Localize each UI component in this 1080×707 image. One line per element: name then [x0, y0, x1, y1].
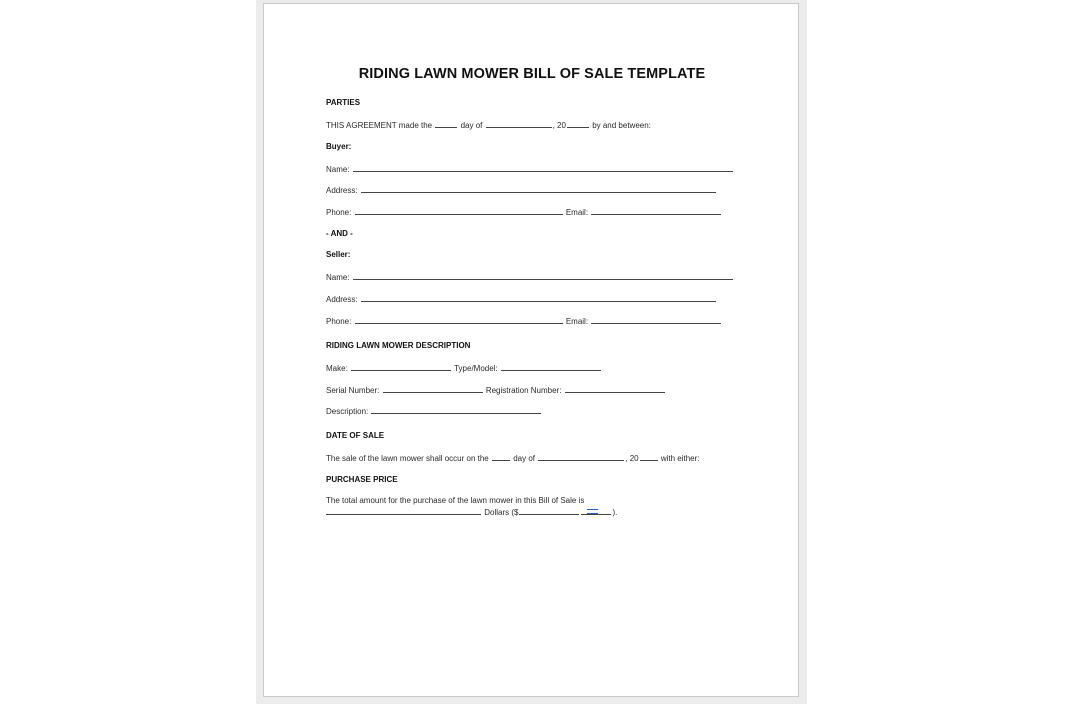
description-field[interactable]	[371, 406, 541, 414]
serial-number-field[interactable]	[383, 385, 483, 393]
agreement-day-of: day of	[460, 121, 483, 130]
agreement-day-field[interactable]	[435, 120, 457, 128]
type-model-field[interactable]	[501, 363, 601, 371]
agreement-prefix: THIS AGREEMENT made the	[326, 121, 433, 130]
buyer-name-line	[326, 164, 734, 175]
seller-email-label: Email:	[565, 317, 589, 326]
sale-year-field[interactable]	[640, 453, 658, 461]
seller-email-field[interactable]	[591, 316, 721, 324]
buyer-email-label: Email:	[565, 208, 589, 217]
sale-day-field[interactable]	[492, 453, 510, 461]
agreement-line	[326, 120, 651, 131]
make-model-line	[326, 363, 602, 374]
seller-name-label: Name:	[326, 273, 350, 282]
sale-suffix: with either:	[660, 454, 700, 463]
seller-name-field[interactable]	[353, 272, 733, 280]
dollars-label: Dollars ($	[484, 508, 519, 517]
agreement-year-field[interactable]	[567, 120, 589, 128]
buyer-address-line	[326, 185, 717, 196]
buyer-email-field[interactable]	[591, 207, 721, 215]
close-paren: ).	[612, 508, 618, 517]
purchase-price-amount-line	[326, 507, 617, 518]
price-number-field[interactable]	[519, 507, 579, 515]
document-preview-frame	[256, 0, 807, 704]
sale-day-of: day of	[513, 454, 536, 463]
description-label: Description:	[326, 407, 369, 416]
buyer-address-field[interactable]	[361, 185, 716, 193]
seller-name-line	[326, 272, 734, 283]
serial-number-label: Serial Number:	[326, 386, 380, 395]
seller-heading: Seller:	[326, 250, 351, 259]
seller-phone-line	[326, 316, 722, 327]
type-model-label: Type/Model:	[454, 364, 498, 373]
buyer-phone-label: Phone:	[326, 208, 352, 217]
make-label: Make:	[326, 364, 348, 373]
seller-phone-field[interactable]	[355, 316, 563, 324]
serial-registration-line	[326, 385, 666, 396]
sale-month-field[interactable]	[538, 453, 624, 461]
cursor-mark-icon	[587, 509, 598, 514]
date-of-sale-heading: DATE OF SALE	[326, 431, 385, 440]
sale-year-prefix: , 20	[625, 454, 639, 463]
purchase-price-heading: PURCHASE PRICE	[326, 475, 398, 484]
and-separator: - AND -	[326, 229, 353, 238]
parties-heading: PARTIES	[326, 98, 361, 107]
buyer-phone-field[interactable]	[355, 207, 563, 215]
document-title: RIDING LAWN MOWER BILL OF SALE TEMPLATE	[358, 66, 706, 82]
agreement-suffix: by and between:	[592, 121, 651, 130]
buyer-name-label: Name:	[326, 165, 350, 174]
purchase-price-text: The total amount for the purchase of the lawn mower in this Bill of Sale is	[326, 496, 585, 505]
buyer-heading: Buyer:	[326, 142, 352, 151]
seller-address-line	[326, 294, 717, 305]
description-heading: RIDING LAWN MOWER DESCRIPTION	[326, 341, 471, 350]
price-number-field-end[interactable]	[581, 507, 611, 515]
registration-number-label: Registration Number:	[485, 386, 562, 395]
date-of-sale-line	[326, 453, 700, 464]
description-line	[326, 406, 542, 417]
seller-address-label: Address:	[326, 295, 358, 304]
seller-address-field[interactable]	[361, 294, 716, 302]
agreement-month-field[interactable]	[486, 120, 552, 128]
buyer-phone-line	[326, 207, 722, 218]
make-field[interactable]	[351, 363, 451, 371]
buyer-address-label: Address:	[326, 186, 358, 195]
date-of-sale-prefix: The sale of the lawn mower shall occur on the	[326, 454, 489, 463]
agreement-year-prefix: , 20	[552, 121, 566, 130]
seller-phone-label: Phone:	[326, 317, 352, 326]
registration-number-field[interactable]	[565, 385, 665, 393]
document-page	[263, 3, 799, 697]
buyer-name-field[interactable]	[353, 164, 733, 172]
price-words-field[interactable]	[326, 507, 481, 515]
